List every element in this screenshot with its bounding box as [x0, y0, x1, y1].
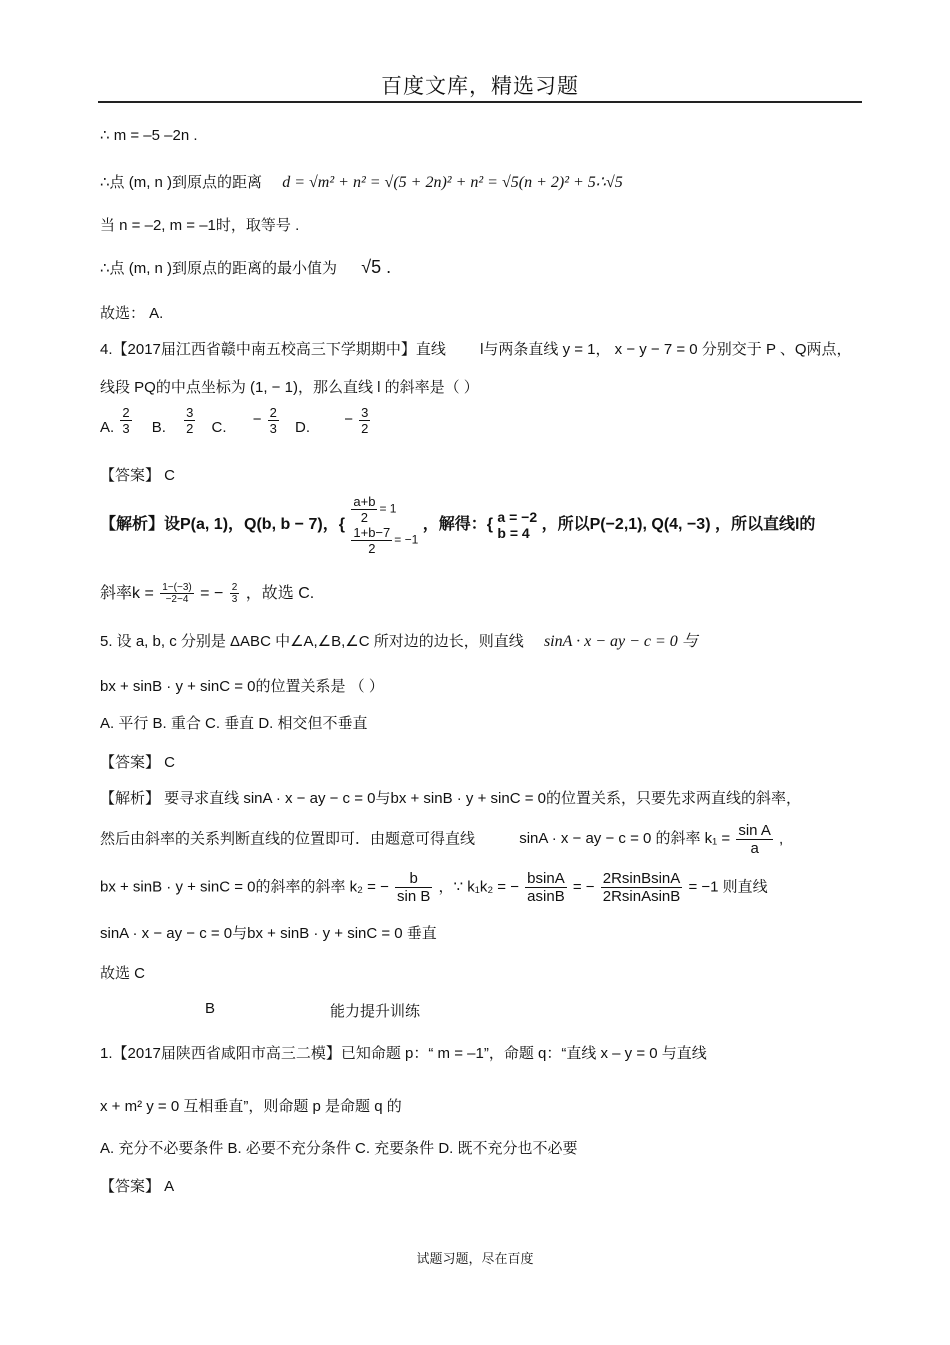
option-label: B.	[151, 419, 166, 436]
equation-system	[349, 494, 418, 556]
equation-rhs: = 1	[379, 501, 397, 516]
fraction	[351, 525, 392, 556]
math-expression: d = √m² + n² = √(5 + 2n)² + n² = √5(n + 2)² + 5∴√5	[282, 174, 623, 191]
text-fragment: ∴点 (m, n )到原点的距离	[100, 174, 263, 191]
text-fragment: ，故选 C.	[245, 585, 315, 602]
fraction	[736, 822, 773, 857]
equation-rhs: = −1	[394, 532, 419, 547]
text-fragment: l与两条直线 y = 1， x − y − 7 = 0 分别交于 P 、Q两点，	[480, 341, 852, 358]
problem-1-line: 1.【2017届陕西省咸阳市高三二模】已知命题 p：“ m = –1”，命题 q：“直线 x – y = 0 与直线	[100, 1045, 707, 1062]
text-fragment: = −1 则直线	[688, 878, 768, 896]
solution-5-line: 【解析】 要寻求直线 sinA · x − ay − c = 0与bx + sinB · y + sinC = 0的位置关系，只要先求两直线的斜率，	[100, 790, 801, 807]
text-fragment: 5. 设 a, b, c 分别是 ΔABC 中∠A,∠B,∠C 所对边的边长，则直线	[100, 633, 524, 650]
answer-line: 【答案】 C	[100, 754, 176, 771]
solution-5-line: sinA · x − ay − c = 0与bx + sinB · y + sinC = 0 垂直	[100, 925, 437, 942]
minus-sign: −	[252, 411, 262, 429]
text-fragment: ，∵ k₁k₂ = −	[438, 878, 519, 896]
fraction	[160, 582, 193, 605]
problem-1-line: x + m² y = 0 互相垂直”，则命题 p 是命题 q 的	[100, 1098, 402, 1115]
fraction	[230, 582, 240, 605]
section-letter: B	[205, 1000, 216, 1017]
denominator: 2	[368, 541, 376, 556]
numerator: a+b	[353, 494, 376, 509]
text-fragment: ∴点 (m, n )到原点的距离的最小值为	[100, 260, 338, 277]
text-line	[100, 257, 391, 278]
solution-value: a = −2	[497, 509, 538, 525]
denominator: 2	[186, 421, 194, 436]
text-fragment: 然后由斜率的关系判断直线的位置即可．由题意可得直线	[100, 830, 476, 848]
denominator: a	[750, 840, 759, 857]
solution-4-line	[100, 494, 815, 556]
denominator: 2RsinAsinB	[602, 888, 681, 905]
denominator: 2	[361, 421, 369, 436]
denominator: 3	[269, 421, 277, 436]
text-fragment: 4.【2017届江西省赣中南五校高三下学期期中】直线	[100, 341, 446, 358]
numerator: 3	[186, 405, 194, 420]
text-line: 当 n = –2, m = –1时，取等号 .	[100, 217, 300, 234]
section-title: 能力提升训练	[330, 1003, 421, 1020]
text-line	[100, 171, 623, 192]
text-line: ∴ m = –5 –2n .	[100, 127, 198, 144]
text-fragment: 【解析】设P(a, 1)，Q(b, b − 7)，{	[100, 516, 345, 534]
text-fragment: ，解得：{	[422, 516, 493, 534]
fraction	[601, 870, 683, 905]
solution-values	[497, 509, 537, 541]
option-label: D.	[295, 419, 311, 436]
solution-5-line	[100, 870, 768, 905]
denominator: −2−4	[165, 594, 189, 606]
math-expression: √5 .	[361, 257, 392, 277]
option-label: A.	[100, 419, 115, 436]
minus-sign: −	[344, 411, 353, 429]
text-line: 故选： A.	[100, 305, 164, 322]
numerator: 1+b−7	[353, 525, 391, 540]
question-5-options: A. 平行 B. 重合 C. 垂直 D. 相交但不垂直	[100, 715, 368, 732]
text-fragment: 斜率k =	[100, 585, 154, 602]
denominator: asinB	[527, 888, 565, 905]
fraction	[351, 494, 377, 525]
option-label: C.	[211, 419, 227, 436]
numerator: 2RsinBsinA	[602, 870, 681, 887]
numerator: 3	[361, 405, 369, 420]
text-fragment: = −	[572, 878, 595, 896]
question-5-line	[100, 628, 698, 651]
solution-4-line	[100, 580, 314, 605]
solution-value: b = 4	[497, 525, 530, 541]
text-line: 故选 C	[100, 965, 146, 982]
fraction	[395, 870, 432, 905]
problem-1-options: A. 充分不必要条件 B. 必要不充分条件 C. 充要条件 D. 既不充分也不必要	[100, 1140, 578, 1157]
text-fragment: sinA · x − ay − c = 0 的斜率 k₁ =	[519, 830, 731, 848]
denominator: 3	[122, 421, 130, 436]
fraction	[268, 405, 279, 436]
fraction	[525, 870, 567, 905]
text-fragment: bx + sinB · y + sinC = 0的斜率的斜率 k₂ = −	[100, 878, 389, 896]
numerator: 2	[231, 582, 238, 594]
answer-line: 【答案】 C	[100, 467, 176, 484]
fraction	[120, 405, 131, 436]
denominator: 2	[360, 510, 369, 525]
page-footer: 试题习题，尽在百度	[416, 1251, 534, 1266]
numerator: bsinA	[527, 870, 565, 887]
text-fragment: = −	[200, 585, 224, 602]
question-4-options	[100, 405, 372, 436]
denominator: 3	[231, 594, 238, 606]
solution-5-line: 然后由斜率的关系判断直线的位置即可．由题意可得直线 sinA · x − ay − c = 0 的斜率 k₁ = $\frac{\text{sin A}}{a}$ ,	[100, 822, 784, 857]
text-fragment: ，所以P(−2,1), Q(4, −3) ，所以直线l的	[541, 516, 816, 534]
page-header-title: 百度文库，精选习题	[381, 75, 579, 98]
question-4-line	[100, 338, 852, 359]
numerator: 2	[122, 405, 130, 420]
numerator: b	[395, 870, 432, 888]
math-expression: sinA · x − ay − c = 0 与	[543, 633, 698, 650]
question-5-line: bx + sinB · y + sinC = 0的位置关系是 （ ）	[100, 678, 384, 695]
header-rule	[98, 101, 862, 103]
numerator: sin A	[738, 822, 771, 839]
denominator: sin B	[397, 888, 431, 905]
fraction	[359, 405, 370, 436]
question-4-line: 线段 PQ的中点坐标为 (1, − 1)，那么直线 l 的斜率是（ ）	[100, 379, 479, 396]
numerator: 2	[269, 405, 277, 420]
fraction	[184, 405, 195, 436]
answer-line: 【答案】 A	[100, 1178, 175, 1195]
numerator: 1−(−3)	[162, 582, 192, 594]
